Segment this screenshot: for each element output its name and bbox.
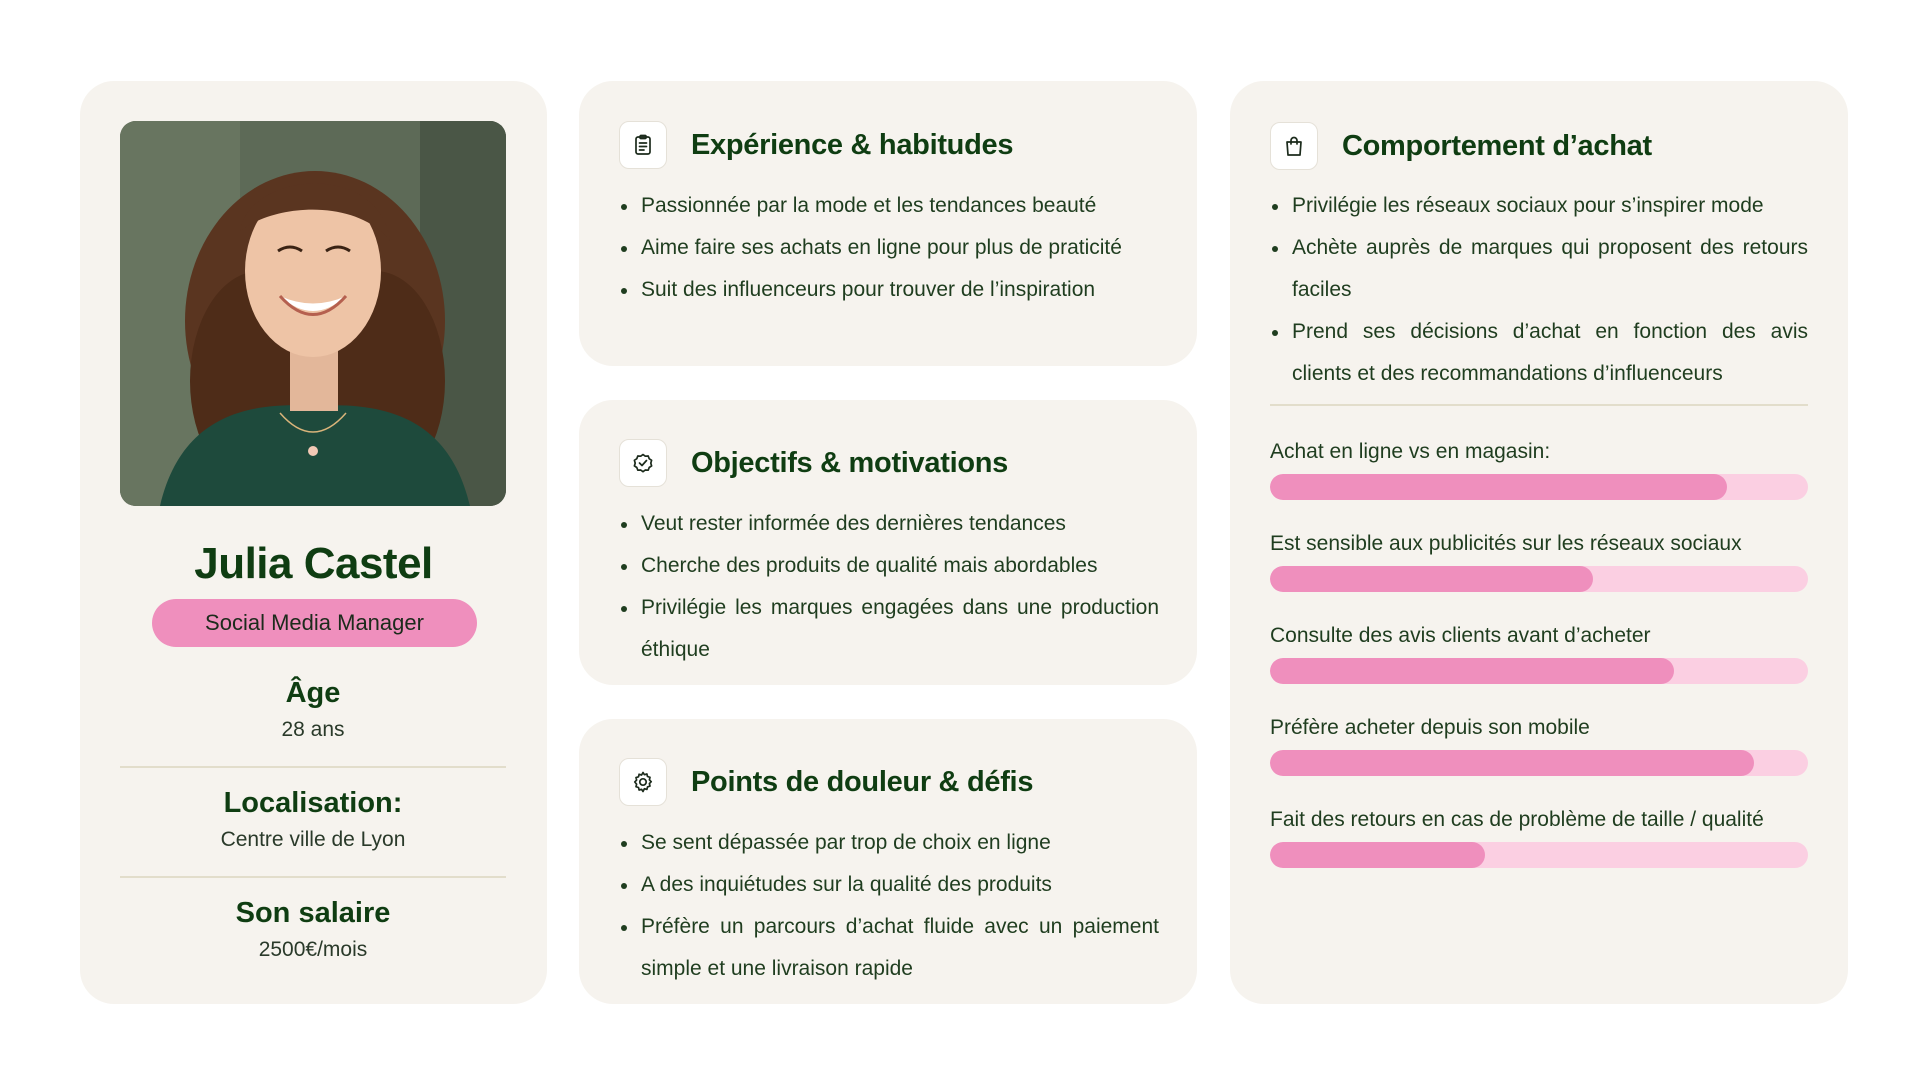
meter-track bbox=[1270, 750, 1808, 776]
persona-name: Julia Castel bbox=[194, 539, 433, 588]
role-badge: Social Media Manager bbox=[152, 599, 477, 647]
location-value: Centre ville de Lyon bbox=[220, 828, 406, 851]
profile-card bbox=[80, 81, 547, 1004]
profile-photo bbox=[120, 121, 506, 506]
list-item: Cherche des produits de qualité mais abordables bbox=[619, 545, 1159, 587]
meter-online-vs-store bbox=[1270, 439, 1808, 500]
pain-points-card bbox=[579, 719, 1197, 1004]
list-item: Préfère un parcours d’achat fluide avec un paiement simple et une livraison rapide bbox=[619, 906, 1159, 990]
meter-fill bbox=[1270, 842, 1485, 868]
meter-reviews bbox=[1270, 623, 1808, 684]
salary-title: Son salaire bbox=[235, 897, 391, 929]
meter-fill bbox=[1270, 658, 1674, 684]
goals-header bbox=[619, 439, 1008, 487]
meter-label: Préfère acheter depuis son mobile bbox=[1270, 716, 1590, 739]
age-value: 28 ans bbox=[281, 718, 345, 741]
salary-value: 2500€/mois bbox=[258, 938, 368, 961]
list-item: Achète auprès de marques qui proposent des retours faciles bbox=[1270, 227, 1808, 311]
meter-track bbox=[1270, 566, 1808, 592]
experience-list bbox=[619, 185, 1159, 311]
behavior-list bbox=[1270, 185, 1808, 395]
divider bbox=[120, 766, 506, 768]
meter-social-ads bbox=[1270, 531, 1808, 592]
list-item: Veut rester informée des dernières tendances bbox=[619, 503, 1159, 545]
list-item: Passionnée par la mode et les tendances beauté bbox=[619, 185, 1159, 227]
list-item: Prend ses décisions d’achat en fonction des avis clients et des recommandations d’influenceurs bbox=[1270, 311, 1808, 395]
divider bbox=[1270, 404, 1808, 406]
location-block bbox=[120, 787, 506, 852]
behavior-header bbox=[1270, 122, 1652, 170]
location-title: Localisation: bbox=[223, 787, 403, 819]
experience-header bbox=[619, 121, 1013, 169]
goals-card bbox=[579, 400, 1197, 685]
list-item: A des inquiétudes sur la qualité des produits bbox=[619, 864, 1159, 906]
experience-title: Expérience & habitudes bbox=[691, 128, 1014, 161]
goals-title: Objectifs & motivations bbox=[691, 446, 1008, 479]
goals-list bbox=[619, 503, 1159, 671]
list-item: Aime faire ses achats en ligne pour plus de praticité bbox=[619, 227, 1159, 269]
meter-fill bbox=[1270, 474, 1727, 500]
meter-mobile bbox=[1270, 715, 1808, 776]
age-block bbox=[120, 677, 506, 742]
pain-points-title: Points de douleur & défis bbox=[691, 765, 1034, 798]
experience-card bbox=[579, 81, 1197, 366]
age-title: Âge bbox=[285, 677, 341, 709]
salary-block bbox=[120, 897, 506, 962]
divider bbox=[120, 876, 506, 878]
meter-track bbox=[1270, 658, 1808, 684]
list-item: Se sent dépassée par trop de choix en ligne bbox=[619, 822, 1159, 864]
meter-fill bbox=[1270, 566, 1593, 592]
shopping-bag-icon bbox=[1270, 122, 1318, 170]
meter-label: Achat en ligne vs en magasin: bbox=[1270, 440, 1551, 463]
meter-label: Est sensible aux publicités sur les réseaux sociaux bbox=[1270, 532, 1742, 555]
meter-track bbox=[1270, 474, 1808, 500]
check-badge-icon bbox=[619, 439, 667, 487]
list-item: Privilégie les marques engagées dans une production éthique bbox=[619, 587, 1159, 671]
meter-track bbox=[1270, 842, 1808, 868]
pain-points-list bbox=[619, 822, 1159, 990]
list-item: Privilégie les réseaux sociaux pour s’inspirer mode bbox=[1270, 185, 1808, 227]
gear-icon bbox=[619, 758, 667, 806]
meter-label: Consulte des avis clients avant d’acheter bbox=[1270, 624, 1651, 647]
list-item: Suit des influenceurs pour trouver de l’inspiration bbox=[619, 269, 1159, 311]
clipboard-icon bbox=[619, 121, 667, 169]
behavior-title: Comportement d’achat bbox=[1342, 129, 1652, 162]
meter-label: Fait des retours en cas de problème de taille / qualité bbox=[1270, 808, 1764, 831]
meter-returns bbox=[1270, 807, 1808, 868]
purchase-behavior-card bbox=[1230, 81, 1848, 1004]
pain-points-header bbox=[619, 758, 1033, 806]
meter-fill bbox=[1270, 750, 1754, 776]
